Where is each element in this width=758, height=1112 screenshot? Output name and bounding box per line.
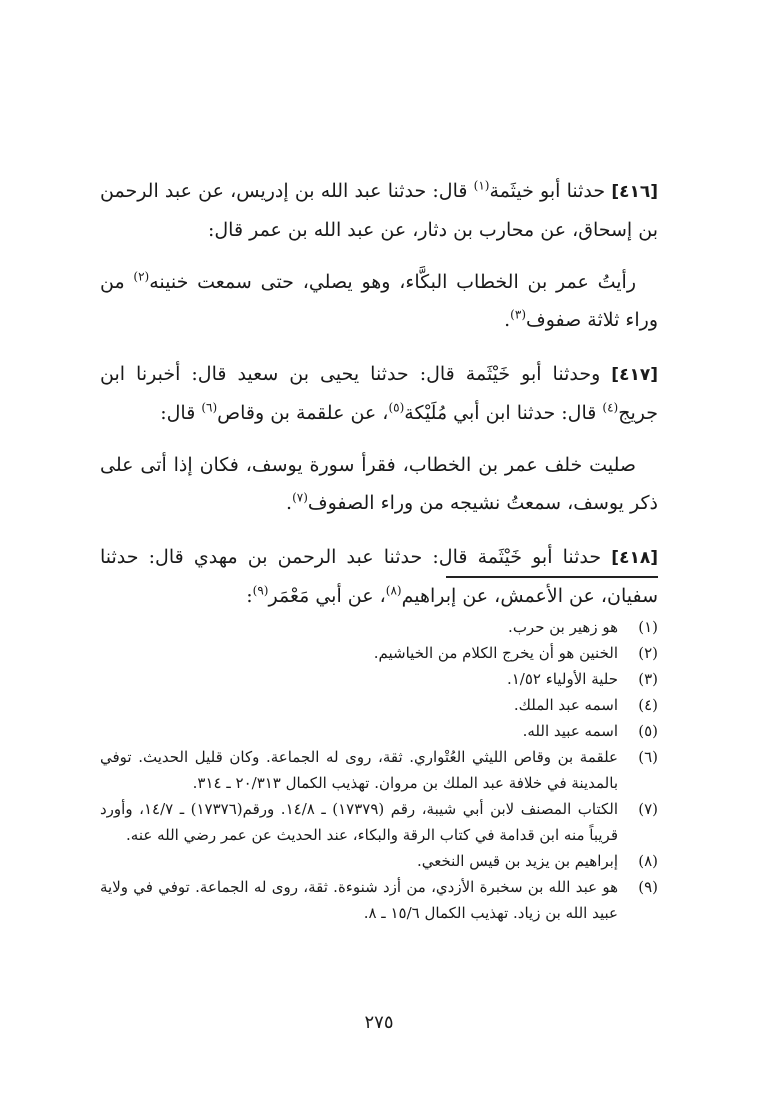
hadith-number: [٤١٨]: [611, 548, 658, 568]
footnote-separator: [446, 576, 658, 578]
footnote-ref: (٧): [292, 490, 308, 505]
footnote-ref: (٩): [252, 583, 269, 598]
footnote-ref: (١): [473, 178, 490, 193]
hadith-number: [٤١٧]: [611, 365, 658, 385]
footnote-ref: (٤): [602, 400, 619, 415]
footnote: (٨) إبراهيم بن يزيد بن قيس النخعي.: [416, 852, 658, 870]
footnote: (٣) حلية الأولياء ١/٥٢.: [506, 670, 658, 688]
hadith-416-matn: رأيتُ عمر بن الخطاب البكَّاء، وهو يصلي، حتى سمعت خنينه$^{(٢)}$ من وراء ثلاثة صفوف$^{(٣)}$.: [100, 269, 658, 331]
hadith-417-matn: صليت خلف عمر بن الخطاب، فقرأ سورة يوسف، فكان إذا أتى على ذكر يوسف، سمعتُ نشيجه من وراء الصفوف$^{(٧)}$.: [100, 454, 658, 514]
footnote-ref: (٢): [133, 269, 150, 284]
main-text: [100, 172, 658, 631]
footnote-ref: (٦): [201, 400, 218, 415]
footnote: (٥) اسمه عبيد الله.: [522, 722, 658, 740]
footnote: (٢) الخنين هو أن يخرج الكلام من الخياشيم.: [373, 644, 658, 662]
footnotes: [100, 614, 658, 926]
hadith-418-isnad: [٤١٨] حدثنا أبو خَيْثَمة قال: حدثنا عبد الرحمن بن مهدي قال: حدثنا سفيان، عن الأعمش، عن إبراهيم$^{(٨)}$، عن أبي مَعْمَر$^{(٩)}$:: [100, 546, 658, 607]
hadith-416-isnad: [٤١٦] حدثنا أبو خيثَمة$^{(١)}$ قال: حدثنا عبد الله بن إدريس، عن عبد الرحمن بن إسحاق، عن محارب بن دثار، عن عبد الله بن عمر قال:: [100, 178, 659, 241]
hadith-number: [٤١٦]: [611, 182, 659, 202]
page-number: ٢٧٥: [364, 1012, 394, 1033]
footnote-ref: (٥): [388, 400, 405, 415]
footnote: (٩) هو عبد الله بن سخبرة الأزدي، من أزد شنوءة. ثقة، روى له الجماعة. توفي في ولاية عبيد الله بن زياد. تهذيب الكمال ١٥/٦ ـ ٨.: [100, 878, 658, 922]
footnote: (٤) اسمه عبد الملك.: [513, 696, 658, 714]
footnote: (٧) الكتاب المصنف لابن أبي شيبة، رقم (١٧٣٧٩) ـ ١٤/٨. ورقم(١٧٣٧٦) ـ ١٤/٧، وأورد قريباً منه ابن قدامة في كتاب الرقة والبكاء، عند الحديث عن عمر رضي الله عنه.: [100, 800, 658, 844]
footnote: (١) هو زهير بن حرب.: [508, 618, 658, 636]
footnote: (٦) علقمة بن وقاص الليثي العُتْواري. ثقة، روى له الجماعة. وكان قليل الحديث. توفي بالمدينة في خلافة عبد الملك بن مروان. تهذيب الكمال ٢٠/٣١٣ ـ ٣١٤.: [100, 748, 658, 792]
hadith-417-isnad: [٤١٧] وحدثنا أبو خَيْثَمة قال: حدثنا يحيى بن سعيد قال: أخبرنا ابن جريج$^{(٤)}$ قال: حدثنا ابن أبي مُلَيْكة$^{(٥)}$، عن علقمة بن وقاص$^{(٦)}$ قال:: [100, 363, 658, 424]
footnote-ref: (٣): [510, 307, 526, 322]
footnote-ref: (٨): [385, 583, 402, 598]
